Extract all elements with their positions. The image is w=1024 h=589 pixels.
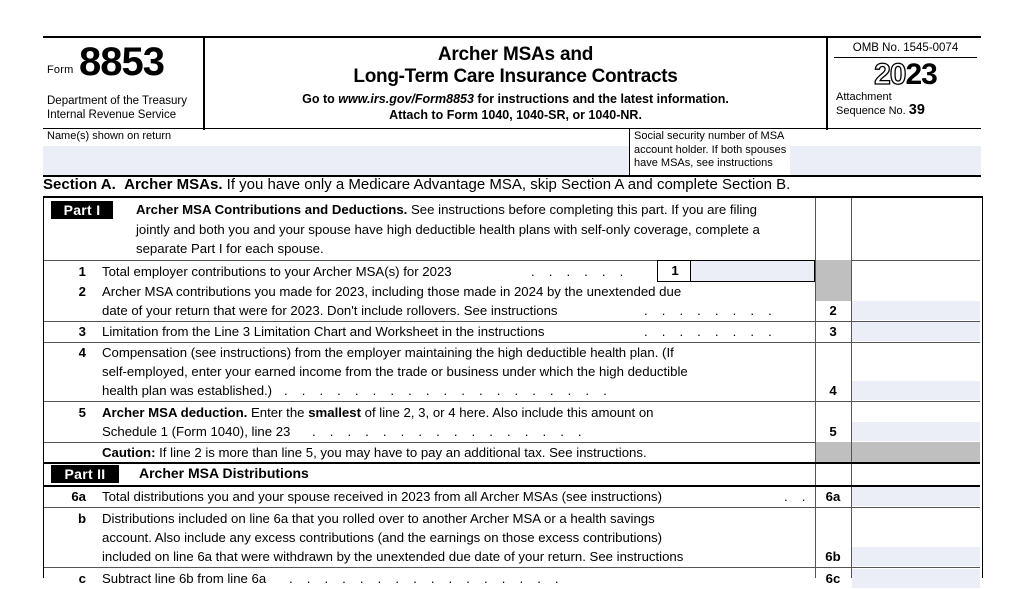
line-2-text-line-1: Archer MSA contributions you made for 2023, including those made in 2024 by the unextended due bbox=[102, 284, 682, 299]
line-5-text-b: of line 2, 3, or 4 here. Also include this amount on bbox=[360, 405, 654, 420]
rule-after-line6b bbox=[44, 567, 980, 568]
line-6c-number: c bbox=[78, 571, 86, 586]
line-6b-text-line-1: Distributions included on line 6a that you rolled over to another Archer MSA or a health savings bbox=[102, 511, 655, 526]
caution-shaded-amount-cell bbox=[852, 442, 980, 462]
tax-year bbox=[828, 59, 983, 91]
line-1-amount-input[interactable] bbox=[691, 260, 815, 282]
line-5-leaders: . . . . . . . . . . . . . . . . bbox=[312, 424, 587, 439]
rule-after-line4 bbox=[44, 401, 980, 402]
tax-year-century: 20 bbox=[874, 58, 906, 91]
line-1-box-number: 1 bbox=[671, 263, 679, 278]
form-word-label: Form bbox=[47, 64, 74, 76]
line-3-box-number: 3 bbox=[829, 324, 837, 339]
line-6b-text-line-3: included on line 6a that were withdrawn by the unextended due date of your return. See instructions bbox=[102, 549, 684, 564]
ssn-label-line-3: have MSAs, see instructions bbox=[634, 157, 773, 169]
part-2-badge: Part II bbox=[51, 465, 119, 483]
caution-text: If line 2 is more than line 5, you may have to pay an additional tax. See instructions. bbox=[155, 445, 647, 460]
line-4-text-line-1: Compensation (see instructions) from the employer maintaining the high deductible health plan. (If bbox=[102, 345, 674, 360]
line-5-text-line-1 bbox=[102, 403, 814, 423]
line-5-smallest-emphasis: smallest bbox=[308, 405, 361, 420]
section-a-subject: Archer MSAs. bbox=[124, 176, 223, 193]
part-1-desc-line-2: jointly and both you and your spouse have high deductible health plans with self-only coverage, complete a bbox=[136, 221, 760, 237]
omb-block bbox=[826, 38, 983, 130]
ssn-label-line-2: account holder. If both spouses bbox=[634, 143, 787, 156]
ssn-cell bbox=[630, 129, 981, 175]
form-header bbox=[43, 36, 981, 130]
line-1-box-number-cell bbox=[657, 260, 691, 282]
form-title-line-1: Archer MSAs and bbox=[437, 44, 594, 65]
name-input[interactable] bbox=[43, 146, 629, 175]
part-1-badge: Part I bbox=[51, 201, 113, 219]
identity-row bbox=[43, 128, 981, 177]
line-3-amount-input[interactable] bbox=[852, 322, 980, 341]
department-line-2: Internal Revenue Service bbox=[47, 109, 177, 121]
line-6b-number: b bbox=[77, 511, 86, 526]
line-5-bold-lead: Archer MSA deduction. bbox=[102, 405, 248, 420]
rule-before-part2 bbox=[44, 462, 980, 464]
line-2-number: 2 bbox=[78, 284, 86, 299]
part-1-desc-line-3: separate Part I for each spouse. bbox=[136, 241, 324, 256]
part-1-title: Archer MSA Contributions and Deductions. bbox=[136, 202, 408, 217]
line-1-leaders: . . . . . . bbox=[531, 264, 629, 279]
department-line-1: Department of the Treasury bbox=[47, 95, 187, 107]
line-2-leaders: . . . . . . . . bbox=[644, 303, 777, 318]
form-identity-block bbox=[43, 38, 205, 130]
section-a-heading bbox=[43, 174, 981, 196]
line-6a-text: Total distributions you and your spouse received in 2023 from all Archer MSAs (see instructions) bbox=[102, 489, 663, 504]
line-6a-number: 6a bbox=[71, 489, 86, 504]
rule-after-line6a bbox=[44, 507, 980, 508]
ssn-label bbox=[634, 130, 786, 171]
line-6a-leaders: . . bbox=[784, 489, 811, 504]
caution-label: Caution: bbox=[102, 445, 156, 460]
attachment-sequence-number: 39 bbox=[908, 102, 925, 118]
line-4-amount-input[interactable] bbox=[852, 381, 980, 400]
tax-year-value: 23 bbox=[905, 58, 937, 91]
line-1-text: Total employer contributions to your Archer MSA(s) for 2023 bbox=[102, 264, 452, 279]
part-1-description bbox=[136, 200, 976, 259]
line-5-caution bbox=[102, 443, 647, 463]
section-a-label: Section A. bbox=[43, 176, 116, 193]
goto-prefix: Go to bbox=[302, 92, 339, 106]
form-number: 8853 bbox=[79, 40, 164, 84]
line-1-shaded-cell bbox=[816, 260, 851, 301]
line-4-text-line-3: health plan was established.) bbox=[102, 383, 273, 398]
name-label: Name(s) shown on return bbox=[47, 130, 172, 142]
line-6b-amount-input[interactable] bbox=[852, 547, 980, 566]
line-4-number: 4 bbox=[78, 345, 86, 360]
line-3-number: 3 bbox=[78, 324, 86, 339]
attachment-sequence-block bbox=[828, 91, 983, 118]
attach-to-form-line: Attach to Form 1040, 1040-SR, or 1040-NR. bbox=[389, 108, 642, 122]
goto-suffix: for instructions and the latest information. bbox=[473, 92, 729, 106]
line-6c-box-number: 6c bbox=[825, 571, 841, 586]
line-6c-amount-input[interactable] bbox=[852, 569, 980, 588]
line-6c-text: Subtract line 6b from line 6a bbox=[102, 571, 267, 586]
attachment-label: Attachment bbox=[836, 91, 892, 103]
part-1-desc-line-1: See instructions before completing this part. If you are filing bbox=[407, 202, 757, 217]
form-body bbox=[43, 196, 983, 586]
irs-form-url[interactable]: www.irs.gov/Form8853 bbox=[338, 92, 474, 106]
department-block bbox=[47, 94, 187, 122]
omb-number: OMB No. 1545-0074 bbox=[852, 42, 959, 54]
line-1-number: 1 bbox=[78, 264, 86, 279]
part-2-title: Archer MSA Distributions bbox=[139, 465, 309, 481]
line-6b-box-number: 6b bbox=[825, 549, 841, 564]
ssn-label-line-1: Social security number of MSA bbox=[634, 130, 785, 142]
line-6a-amount-input[interactable] bbox=[852, 487, 980, 506]
line-4-leaders: . . . . . . . . . . . . . . . . . . . bbox=[284, 383, 612, 398]
line-5-box-number: 5 bbox=[829, 424, 837, 439]
line-3-leaders: . . . . . . . . bbox=[644, 324, 777, 339]
caution-shaded-number-cell bbox=[816, 442, 851, 462]
line-5-text-a: Enter the bbox=[247, 405, 309, 420]
line-5-amount-input[interactable] bbox=[852, 422, 980, 441]
ssn-input[interactable] bbox=[790, 146, 981, 175]
name-cell bbox=[43, 129, 630, 175]
line-6a-box-number: 6a bbox=[825, 489, 841, 504]
line-2-amount-input[interactable] bbox=[852, 301, 980, 320]
line-3-text: Limitation from the Line 3 Limitation Chart and Worksheet in the instructions bbox=[102, 324, 545, 339]
form-title-line-2: Long-Term Care Insurance Contracts bbox=[353, 66, 678, 87]
line-2-box-number: 2 bbox=[829, 303, 837, 318]
line-6b-text-line-2: account. Also include any excess contributions (and the earnings on those excess contributions) bbox=[102, 530, 663, 545]
section-a-text: If you have only a Medicare Advantage MSA, skip Section A and complete Section B. bbox=[222, 176, 791, 193]
line-5-number: 5 bbox=[78, 405, 86, 420]
form-title-block bbox=[205, 38, 826, 130]
line-5-text-line-2: Schedule 1 (Form 1040), line 23 bbox=[102, 424, 291, 439]
goto-instructions-line bbox=[205, 91, 826, 107]
line-4-box-number: 4 bbox=[829, 383, 837, 398]
form-number-row bbox=[47, 42, 202, 86]
attachment-sequence-label: Sequence No. bbox=[836, 105, 906, 117]
line-2-text-line-2: date of your return that were for 2023. Don't include rollovers. See instructions bbox=[102, 303, 558, 318]
line-6c-leaders: . . . . . . . . . . . . . . . . bbox=[289, 571, 564, 586]
line-4-text-line-2: self-employed, enter your earned income from the trade or business under which the high deductible bbox=[102, 364, 688, 379]
